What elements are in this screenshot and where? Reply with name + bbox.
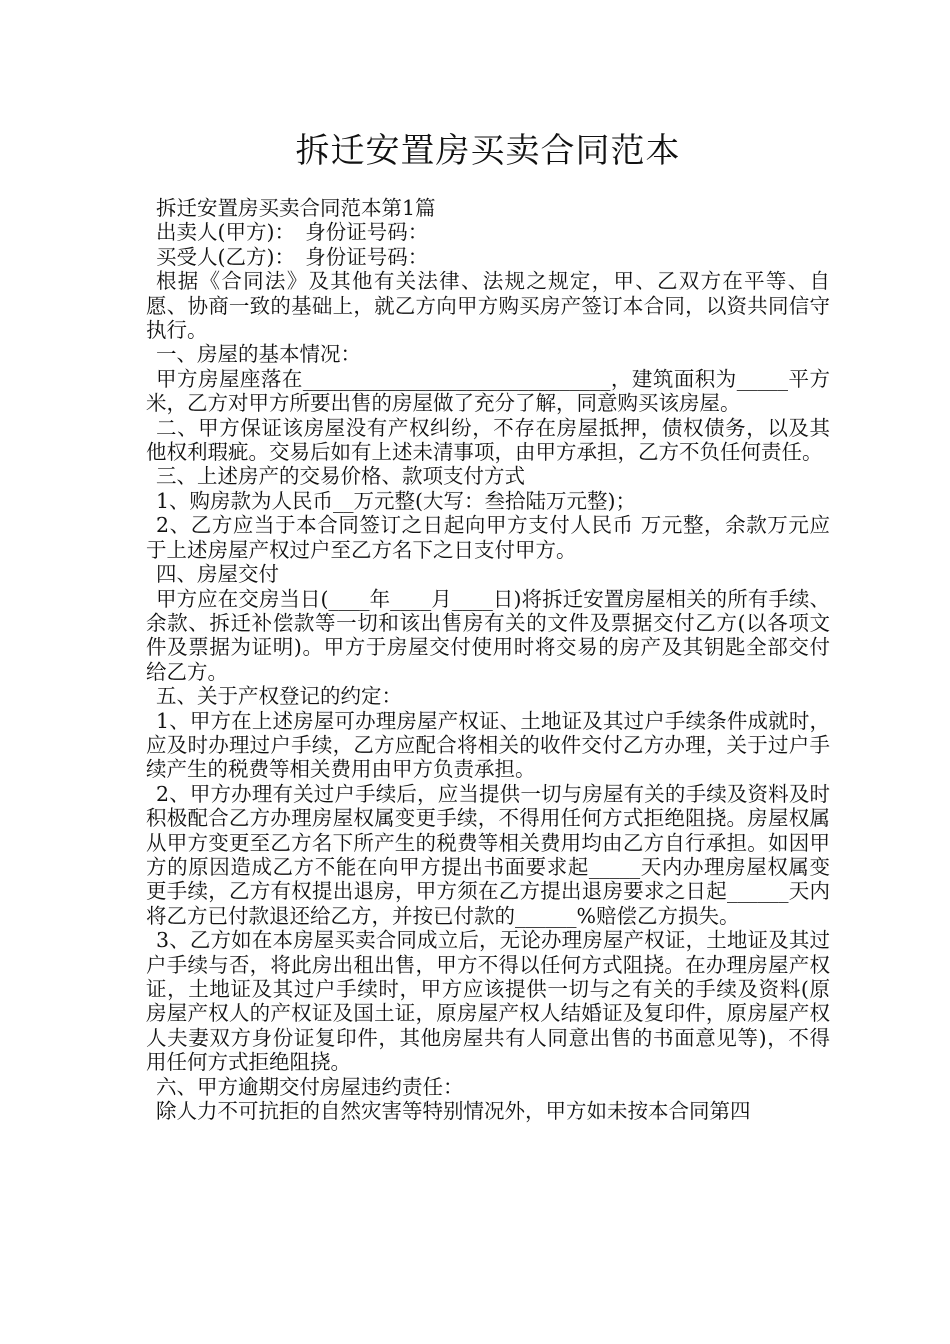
section-heading: 三、上述房产的交易价格、款项支付方式 [156, 464, 525, 489]
paragraph: 2、甲方办理有关过户手续后，应当提供一切与房屋有关的手续及资料及时积极配合乙方办理房屋权属变更手续，不得用任何方式拒绝阻挠。房屋权属从甲方变更至乙方名下所产生的税费等相关费用均由乙方自行承担。如因甲方的原因造成乙方不能在向甲方提出书面要求起_____天内办理房屋权属变更手续，乙方有权提出退房，甲方须在乙方提出退房要求之日起______天内将乙方已付款退还给乙方，并按已付款的______%赔偿乙方损失。 [146, 781, 830, 928]
paragraph: 除人力不可抗拒的自然灾害等特别情况外，甲方如未按本合同第四 [156, 1099, 751, 1124]
paragraph: 2、乙方应当于本合同签订之日起向甲方支付人民币 万元整，余款万元应于上述房屋产权过户至乙方名下之日支付甲方。 [146, 513, 830, 562]
paragraph: 1、甲方在上述房屋可办理房屋产权证、土地证及其过户手续条件成就时，应及时办理过户手续，乙方应配合将相关的收件交付乙方办理，关于过户手续产生的税费等相关费用由甲方负责承担。 [146, 708, 830, 782]
paragraph: 3、乙方如在本房屋买卖合同成立后，无论办理房屋产权证，土地证及其过户手续与否，将此房出租出售，甲方不得以任何方式阻挠。在办理房屋产权证，土地证及其过户手续时，甲方应该提供一切与之有关的手续及资料(原房屋产权人的产权证及国土证，原房屋产权人结婚证及复印件，原房屋产权人夫妻双方身份证复印件，其他房屋共有人同意出售的书面意见等)，不得用任何方式拒绝阻挠。 [146, 928, 830, 1075]
paragraph: 买受人(乙方)： 身份证号码： [156, 244, 429, 269]
section-heading: 一、房屋的基本情况： [156, 342, 361, 367]
paragraph: 甲方房屋座落在______________________________，建筑面积为_____平方米，乙方对甲方所要出售的房屋做了充分了解，同意购买该房屋。 [146, 366, 830, 416]
paragraph: 拆迁安置房买卖合同范本第1篇 [156, 196, 436, 220]
paragraph: 出卖人(甲方)： 身份证号码： [156, 220, 429, 245]
section-heading: 五、关于产权登记的约定： [156, 684, 402, 709]
paragraph: 1、购房款为人民币__万元整(大写：叁拾陆万元整)； [156, 488, 637, 513]
section-heading: 四、房屋交付 [156, 562, 279, 587]
document-body [146, 196, 830, 1123]
paragraph: 根据《合同法》及其他有关法律、法规之规定，甲、乙双方在平等、自愿、协商一致的基础上，就乙方向甲方购买房产签订本合同，以资共同信守执行。 [146, 269, 830, 343]
document-title: 拆迁安置房买卖合同范本 [295, 131, 681, 171]
section-heading: 六、甲方逾期交付房屋违约责任： [156, 1074, 464, 1099]
document-page [146, 128, 830, 1123]
paragraph: 甲方应在交房当日(____年____月____日)将拆迁安置房屋相关的所有手续、余款、拆迁补偿款等一切和该出售房有关的文件及票据交付乙方(以各项文件及票据为证明)。甲方于房屋交付使用时将交易的房产及其钥匙全部交付给乙方。 [146, 586, 830, 684]
section-heading: 二、甲方保证该房屋没有产权纠纷，不存在房屋抵押，债权债务，以及其他权利瑕疵。交易后如有上述未清事项，由甲方承担，乙方不负任何责任。 [146, 415, 830, 465]
